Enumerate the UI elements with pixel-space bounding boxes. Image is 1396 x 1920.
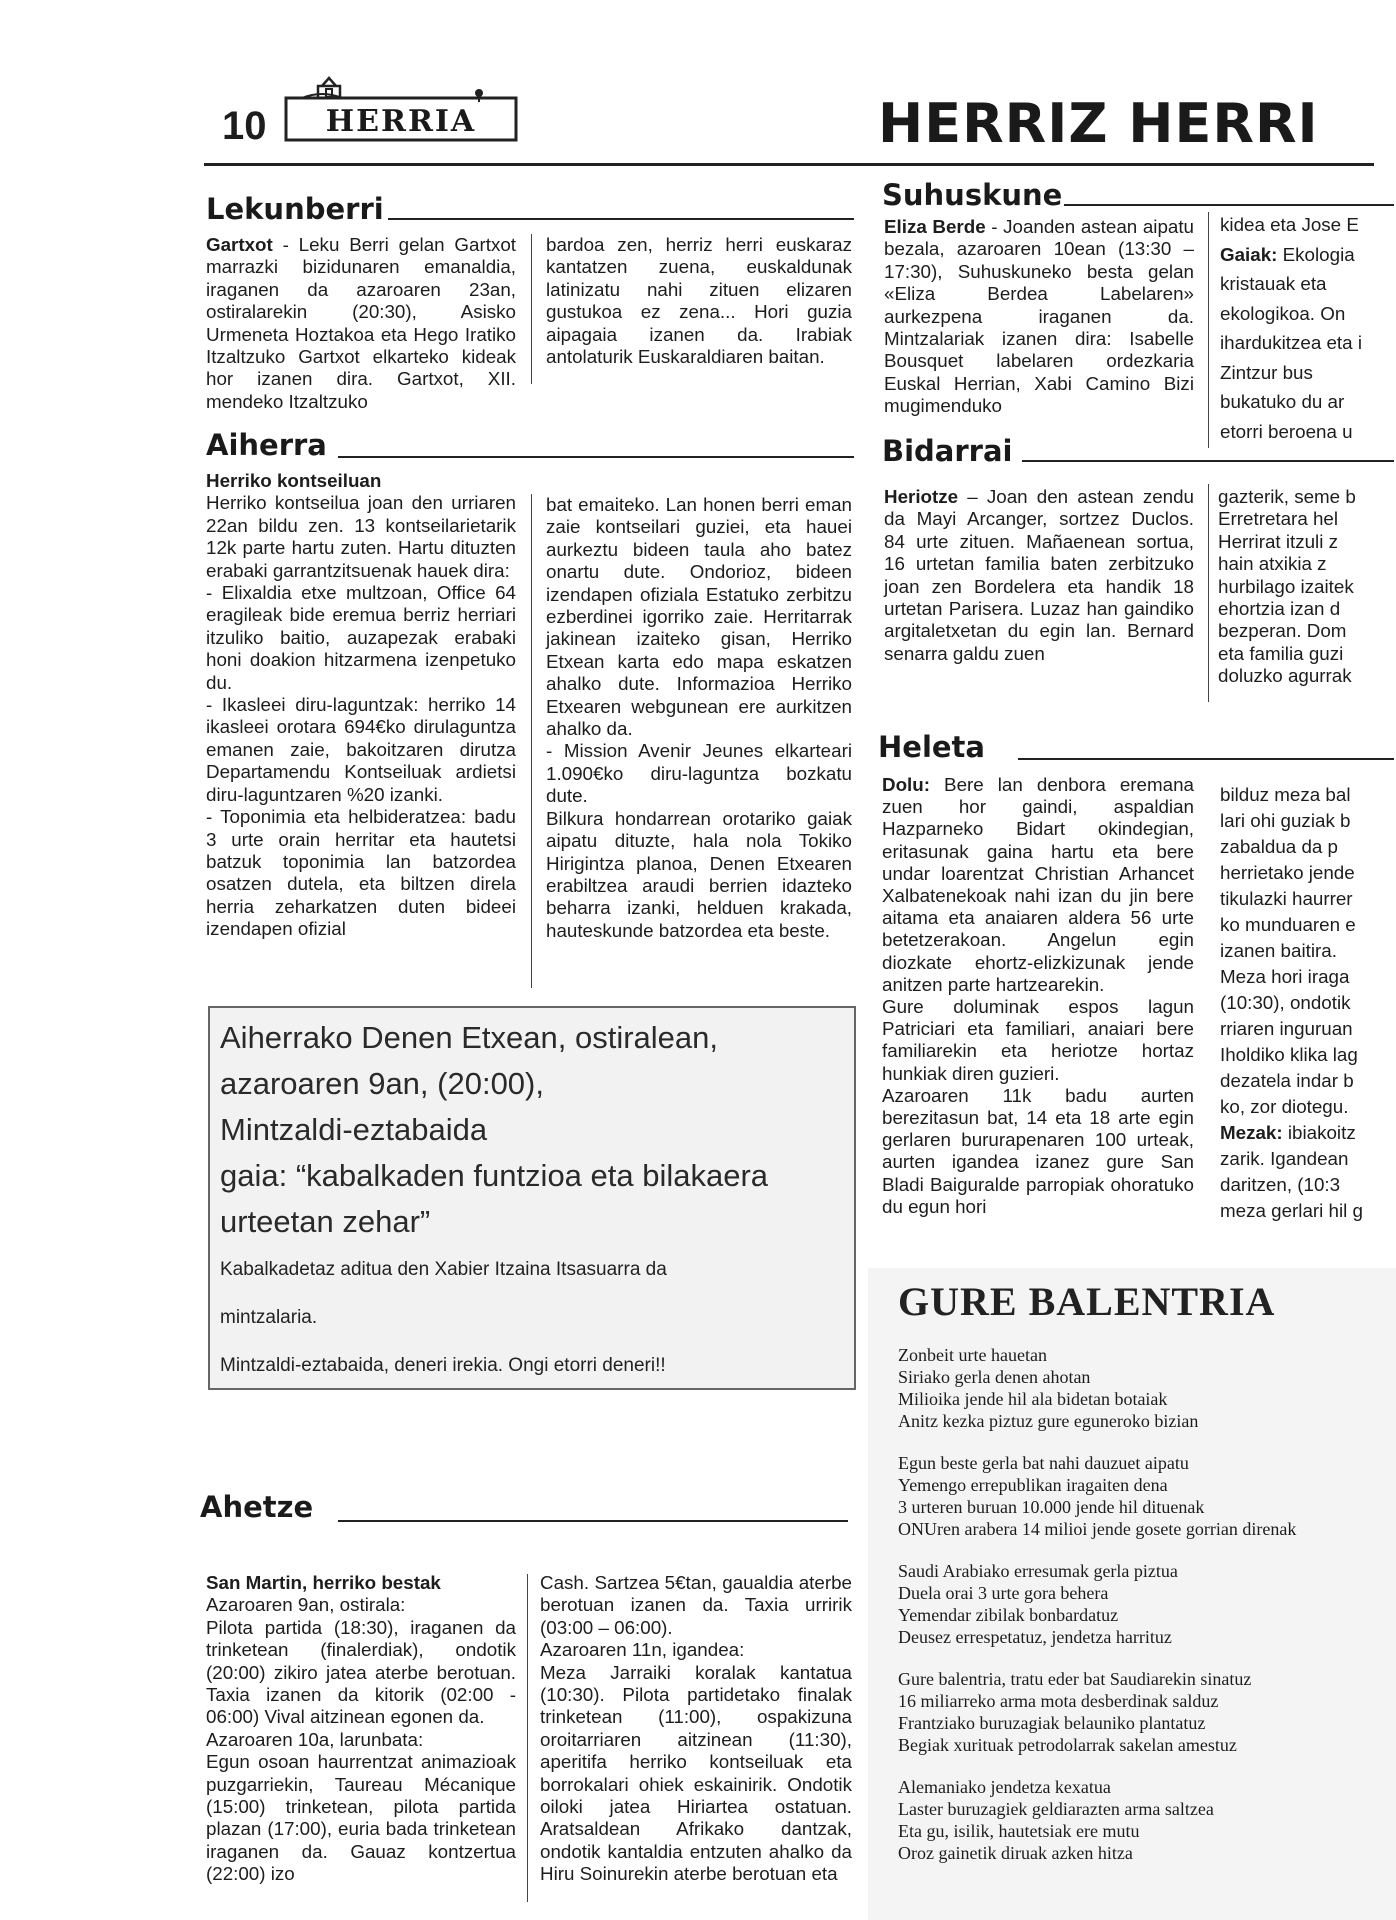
poem-line: Yemendar zibilak bonbardatuz	[898, 1605, 1119, 1625]
column-divider	[531, 234, 532, 384]
poem-stanza-5	[898, 1776, 1214, 1864]
poem-line: Eta gu, isilik, hautetsiak ere mutu	[898, 1821, 1140, 1841]
poem-line: Deusez errespetatuz, jendetza harrituz	[898, 1627, 1172, 1647]
heleta-heading: Heleta	[878, 730, 985, 764]
poem-line: Frantziako buruzagiak belauniko plantatuz	[898, 1713, 1206, 1733]
poem-line: Gure balentria, tratu eder bat Saudiarekin sinatuz	[898, 1669, 1252, 1689]
ahetze-col1-clip	[206, 1572, 516, 1908]
poem-line: Yemengo errepublikan iragaiten dena	[898, 1475, 1168, 1495]
lekunberri-col2: bardoa zen, herriz herri euskaraz kantatzen zuena, euskaldunak latinizatu nahi zituen elizaren gustukoa ez zena... Hori guzia aipagaia izanen da. Irabiak antolaturik Euskaraldiaren baitan.	[546, 234, 852, 368]
announcement-box	[208, 1006, 856, 1390]
box-line-6: Kabalkadetaz aditua den Xabier Itzaina Itsasuarra da	[220, 1259, 667, 1280]
aiherra-col1	[206, 470, 516, 941]
logo-text: HERRIA	[325, 104, 477, 139]
poem-box	[868, 1268, 1396, 1920]
ahetze-rule	[338, 1520, 848, 1522]
poem-line: Duela orai 3 urte gora behera	[898, 1583, 1109, 1603]
poem-line: Siriako gerla denen ahotan	[898, 1367, 1091, 1387]
suhuskune-col1: Eliza Berde - Joanden astean aipatu bezala, azaroaren 10ean (13:30 – 17:30), Suhuskuneko besta gelan «Eliza Berdea Labelaren» aurkezpena iraganen da. Mintzalariak izanen dira: Isabelle Bousquet labelaren ordezkaria Euskal Herrian, Xabi Camino Bizi mugimenduko	[884, 216, 1194, 417]
header-rule	[204, 163, 1374, 166]
aiherra-heading: Aiherra	[206, 428, 327, 462]
poem-line: 16 miliarreko arma mota desberdinak salduz	[898, 1691, 1219, 1711]
box-line-5: urteetan zehar”	[220, 1204, 431, 1239]
poem-line: Anitz kezka piztuz gure eguneroko bizian	[898, 1411, 1199, 1431]
heleta-col1: Dolu: Bere lan denbora eremana zuen hor gaindi, aspaldian Hazparneko Bidart okindegian, eritasunak gaina hartu eta bere undar loarentzat Christian Arhancet Xalbatenekoak nahi izan du jin bere aitama eta anaiaren aldera 56 urte betetzerakoan. Angelun egin diozkate ehortz-elizkizunak jende anitzen parte hartzearekin. Gure doluminak espos lagun Patriciari eta familiari, anaiari bere familiarekin eta heriotze hortaz hunkiak diren guzieri. Azaroaren 11k badu aurten berezitasun bat, 14 eta 18 arte egin gerlaren bururapenaren 100 urteak, aurten igandea izanez gure San Bladi Baiguralde parropiak ohoratuko du egun hori	[882, 774, 1194, 1217]
ahetze-subtitle: San Martin, herriko bestak	[206, 1572, 441, 1593]
poem-line: Alemaniako jendetza kexatua	[898, 1777, 1111, 1797]
herria-logo	[282, 76, 522, 146]
poem-line: ONUren arabera 14 milioi jende gosete gorrian direnak	[898, 1519, 1297, 1539]
heleta-col2-clip	[1220, 782, 1396, 1232]
lekunberri-rule	[388, 218, 854, 220]
poem-line: 3 urteren buruan 10.000 jende hil dituenak	[898, 1497, 1205, 1517]
ahetze-col2-clip	[540, 1572, 852, 1908]
poem-stanza-4	[898, 1668, 1251, 1756]
ahetze-col1-text: Azaroaren 9an, ostirala: Pilota partida (18:30), iraganen da trinketean (finalerdiak), ondotik (20:00) zikiro jatea aterbe berotuan. Taxia izanen da kitorik (02:00 - 06:00) Vival aitzinean egonen da. Azaroaren 10a, larunbata: Egun osoan haurrentzat animazioak puzgarriekin, Taureau Mécanique (15:00) trinketean, pilota partida plazan (17:00), euria bada trinketean iraganen da. Gauaz kontzertua (22:00) izo	[206, 1594, 516, 1885]
poem-stanza-2	[898, 1452, 1296, 1540]
poem-line: Zonbeit urte hauetan	[898, 1345, 1047, 1365]
poem-line: Milioika jende hil ala bidetan botaiak	[898, 1389, 1168, 1409]
bidarrai-col2-clip	[1218, 486, 1396, 706]
section-title: HERRIZ HERRI	[878, 92, 1319, 155]
poem-line: Begiak xurituak petrodolarrak sakelan amestuz	[898, 1735, 1237, 1755]
poem-title: GURE BALENTRIA	[898, 1279, 1276, 1324]
box-line-3: Mintzaldi-eztabaida	[220, 1112, 488, 1147]
column-divider	[527, 1574, 528, 1902]
poem-line: Laster buruzagiek geldiarazten arma saltzea	[898, 1799, 1214, 1819]
suhuskune-rule	[1064, 204, 1394, 206]
bidarrai-rule	[1022, 460, 1394, 462]
ahetze-heading: Ahetze	[200, 1490, 314, 1524]
suhuskune-col2-clip	[1220, 210, 1396, 450]
poem-stanza-3	[898, 1560, 1178, 1648]
poem-line: Egun beste gerla bat nahi dauzuet aipatu	[898, 1453, 1189, 1473]
poem-line: Oroz gainetik diruak azken hitza	[898, 1843, 1133, 1863]
lekunberri-heading: Lekunberri	[206, 192, 384, 226]
lekunberri-col1: Gartxot - Leku Berri gelan Gartxot marrazki bizidunaren emanaldia, iraganen da azaroaren 23an, ostiralarekin (20:30), Asisko Urmeneta Hoztakoa eta Hego Iratiko Itzaltzuko Gartxot elkarteko kideak hor izanen dira. Gartxot, XII. mendeko Itzaltzuko	[206, 234, 516, 412]
box-line-8: Mintzaldi-eztabaida, deneri irekia. Ongi etorri deneri!!	[220, 1355, 666, 1376]
box-line-2: azaroaren 9an, (20:00),	[220, 1066, 544, 1101]
heleta-rule	[1018, 758, 1394, 760]
aiherra-subtitle: Herriko kontseiluan	[206, 470, 382, 491]
ahetze-col1	[206, 1572, 516, 1886]
page-number: 10	[222, 104, 267, 148]
suhuskune-heading: Suhuskune	[882, 178, 1063, 212]
poem-line: Saudi Arabiako erresumak gerla piztua	[898, 1561, 1178, 1581]
ahetze-col2: Cash. Sartzea 5€tan, gaualdia aterbe berotuan izanen da. Taxia urririk (03:00 – 06:00). Azaroaren 11n, igandea: Meza Jarraiki koralak kantatua (10:30). Pilota partidetako finalak trinketean (11:00), ospakizuna oroitarriaren aitzinean (11:30), aperitifa herriko kontseiluak eta borrokalari ohiek eskainirik. Ondotik oiloki jatea Hiriartea ostatuan. Aratsaldean Afrikako dantzak, ondotik kantaldia entzuten ahalko da Hiru Soinurekin aterbe berotuan eta	[540, 1572, 852, 1885]
column-divider	[531, 494, 532, 988]
box-line-7: mintzalaria.	[220, 1307, 318, 1328]
aiherra-rule	[338, 456, 854, 458]
suhuskune-col2: kidea eta Jose E Gaiak: Ekologia kristauak eta ekologikoa. On ihardukitzea eta i Zintzur bus bukatuko du ar etorri beroena u	[1220, 214, 1362, 442]
poem-stanza-1	[898, 1344, 1198, 1432]
column-divider	[1208, 484, 1209, 702]
bidarrai-col2: gazterik, seme b Erretretara hel Herrirat itzuli z hain atxikia z hurbilago izaitek ehortzia izan d bezperan. Dom eta familia guzi doluzko agurrak	[1218, 486, 1356, 687]
aiherra-col1-text: Herriko kontseilua joan den urriaren 22an bildu zen. 13 kontseilarietarik 12k parte hartu zuten. Hartu dituzten erabaki garrantzitsuenak hauek dira: - Elixaldia etxe multzoan, Office 64 eragileak bide eremua berriz herriari itzuliko baitio, auzapezak erabaki honi doakion hitzarmena izenpetuko du. - Ikasleei diru-laguntzak: herriko 14 ikasleei orotara 694€ko dirulaguntza emanen zaie, bakoitzaren dirutza Departamendu Kontseiluak ardietsi diru-laguntzaren %20 izanki. - Toponimia eta helbideratzea: badu 3 urte orain herritar eta hautetsi batzuk toponimia lan batzordea osatzen dutela, eta biltzen direla herria zeharkatzen duten bideei izendapen ofizial	[206, 492, 516, 940]
bidarrai-heading: Bidarrai	[882, 434, 1013, 468]
bidarrai-col1: Heriotze – Joan den astean zendu da Mayi Arcanger, sortzez Duclos. 84 urte zituen. Mañaenean sortua, 16 urtetan familia baten zerbitzuko joan zen Bordelera eta handik 18 urtetan Parisera. Luzaz han gaindiko argitaletxetan du egin lan. Bernard senarra galdu zuen	[884, 486, 1194, 664]
heleta-col2: bilduz meza bal lari ohi guziak b zabaldua da p herrietako jende tikulazki haurrer ko munduaren e izanen baitira. Meza hori iraga (10:30), ondotik rriaren inguruan Iholdiko klika lag dezatela indar b ko, zor diotegu. Mezak: ibiakoitz zarik. Igandean daritzen, (10:3 meza gerlari hil g	[1220, 784, 1364, 1221]
column-divider	[1208, 212, 1209, 448]
box-line-4: gaia: “kabalkaden funtzioa eta bilakaera	[220, 1158, 769, 1193]
box-line-1: Aiherrako Denen Etxean, ostiralean,	[220, 1020, 719, 1055]
aiherra-col2: bat emaiteko. Lan honen berri eman zaie kontseilari guziei, eta hauei aurkeztu bideen taula aho batez onartu dute. Ondorioz, bideen izendapen ofiziala Estatuko zerbitzu ezberdinei igorriko zaie. Herritarrak jakinean izaiteko gisan, Herriko Etxean karta edo mapa eskatzen ahalko dute. Informazioa Herriko Etxearen webgunean ere aurkitzen ahalko da. - Mission Avenir Jeunes elkarteari 1.090€ko diru-laguntza bozkatu dute. Bilkura hondarrean orotariko gaiak aipatu dituzte, hala nola Tokiko Hirigintza planoa, Denen Etxearen erabiltzea araudi berrien idazteko beharra izanki, helduen krakada, hauteskunde batzordea eta beste.	[546, 494, 852, 941]
